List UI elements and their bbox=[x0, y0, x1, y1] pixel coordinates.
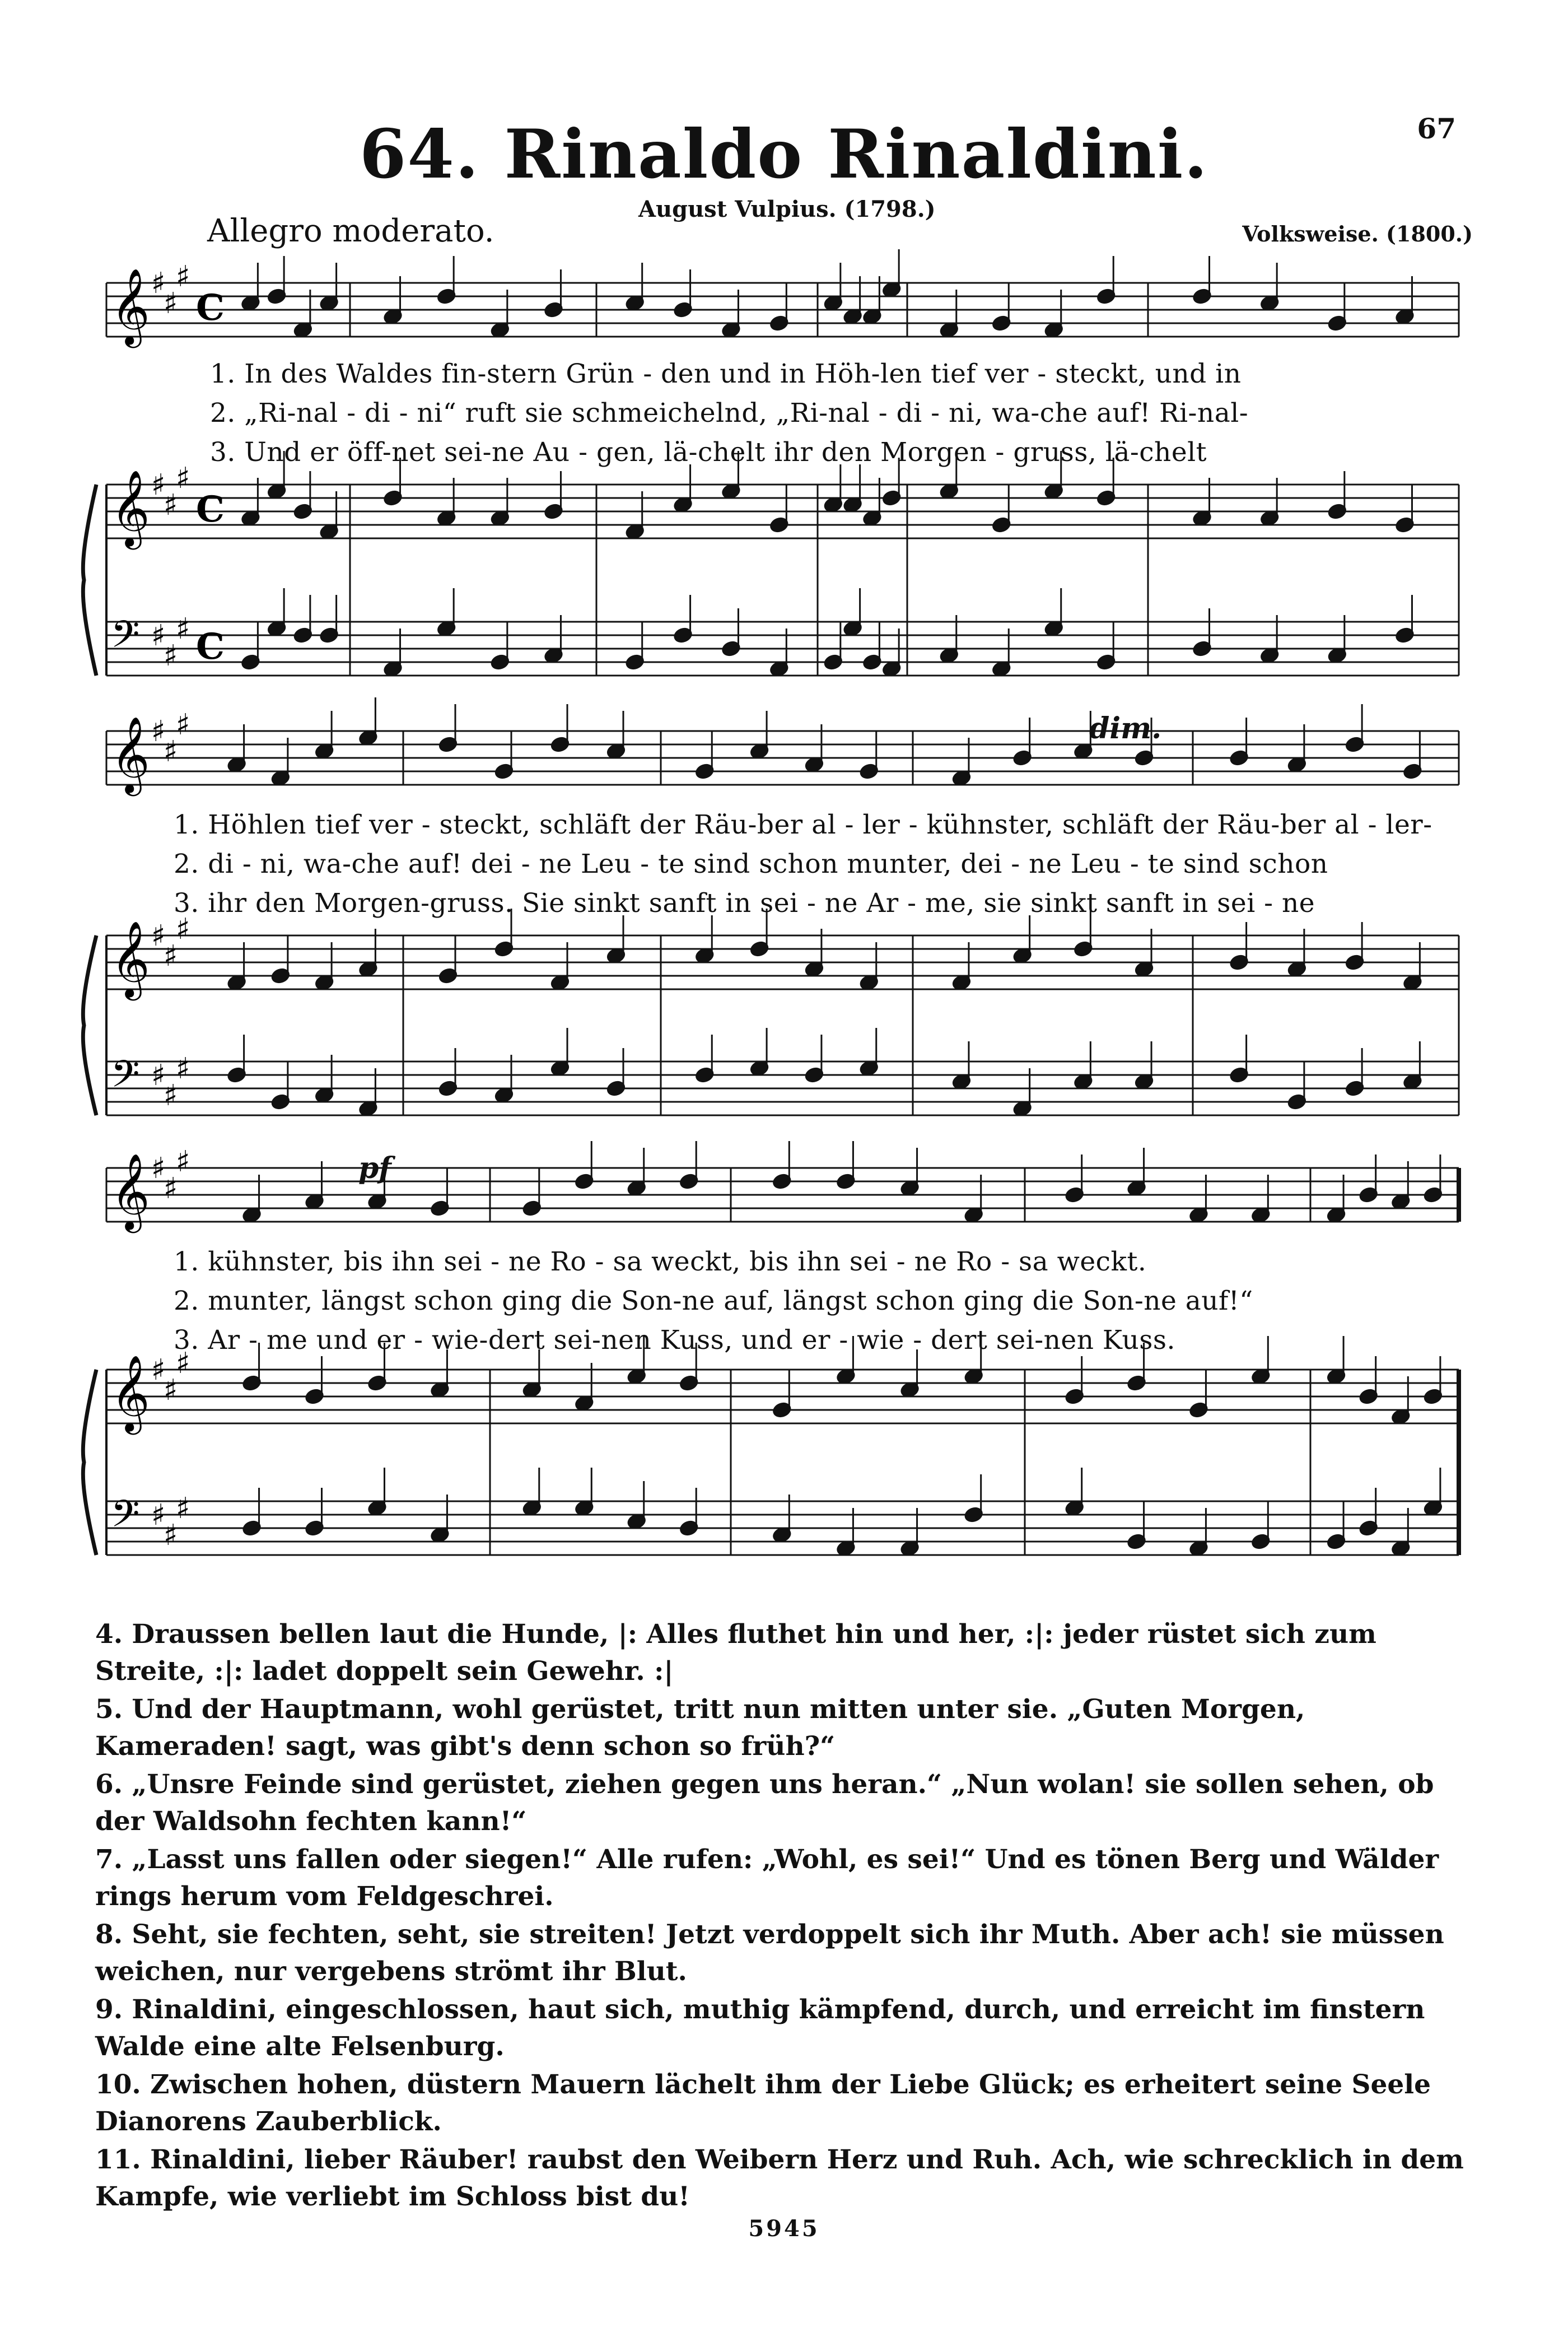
lyric-line: 3. Ar - me und er - wie-dert sei-nen Kuss, und er - wie - dert sei-nen Kuss. bbox=[174, 1325, 1175, 1356]
sharp-icon: ♯ bbox=[164, 287, 178, 320]
bass-clef-icon: 𝄢 bbox=[111, 1492, 140, 1544]
lyric-line: 1. In des Waldes fin-stern Grün - den und in Höh-len tief ver - steckt, und in bbox=[210, 359, 1242, 389]
sharp-icon: ♯ bbox=[176, 1492, 190, 1525]
treble-clef-icon: 𝄞 bbox=[111, 267, 150, 345]
treble-clef-icon: 𝄞 bbox=[111, 920, 150, 997]
verse: 9. Rinaldini, eingeschlossen, haut sich, muthig kämpfend, durch, und erreicht im finstern Walde eine alte Felsenburg. bbox=[95, 1994, 1425, 2062]
lyric-line: 2. di - ni, wa-che auf! dei - ne Leu - te sind schon munter, dei - ne Leu - te sind schon bbox=[174, 849, 1328, 879]
sharp-icon: ♯ bbox=[176, 1145, 190, 1179]
sharp-icon: ♯ bbox=[151, 468, 166, 502]
sharp-icon: ♯ bbox=[151, 1059, 166, 1092]
sharp-icon: ♯ bbox=[164, 1374, 178, 1407]
common-time-icon: C bbox=[196, 488, 225, 530]
bass-clef-icon: 𝄢 bbox=[111, 1053, 140, 1105]
sharp-icon: ♯ bbox=[176, 708, 190, 742]
sharp-icon: ♯ bbox=[151, 1152, 166, 1185]
poet-credit: August Vulpius. (1798.) bbox=[638, 196, 936, 222]
common-time-icon: C bbox=[196, 626, 225, 668]
brace bbox=[83, 935, 96, 1115]
sharp-icon: ♯ bbox=[151, 919, 166, 953]
page-number: 67 bbox=[1417, 112, 1456, 145]
brace bbox=[83, 485, 96, 676]
verse: 6. „Unsre Feinde sind gerüstet, ziehen gegen uns heran.“ „Nun wolan! sie sollen sehen, ob der Waldsohn fechten kann!“ bbox=[95, 1769, 1434, 1837]
treble-clef-icon: 𝄞 bbox=[111, 715, 150, 793]
sharp-icon: ♯ bbox=[151, 267, 166, 300]
treble-clef-icon: 𝄞 bbox=[111, 1152, 150, 1230]
sharp-icon: ♯ bbox=[151, 619, 166, 653]
sharp-icon: ♯ bbox=[164, 939, 178, 973]
sharp-icon: ♯ bbox=[164, 1172, 178, 1205]
lyric-line: 2. „Ri-nal - di - ni“ ruft sie schmeichelnd, „Ri-nal - di - ni, wa-che auf! Ri-nal- bbox=[210, 398, 1249, 429]
common-time-icon: C bbox=[196, 287, 225, 329]
sharp-icon: ♯ bbox=[164, 735, 178, 769]
dynamic-dim: dim. bbox=[1089, 711, 1162, 746]
bass-clef-icon: 𝄢 bbox=[111, 613, 140, 665]
sharp-icon: ♯ bbox=[164, 488, 178, 522]
sharp-icon: ♯ bbox=[176, 612, 190, 646]
sharp-icon: ♯ bbox=[151, 715, 166, 748]
verse: 8. Seht, sie fechten, seht, sie streiten! Jetzt verdoppelt sich ihr Muth. Aber ach! sie müssen weichen, nur vergebens strömt ihr Blut. bbox=[95, 1919, 1444, 1987]
verse: 11. Rinaldini, lieber Räuber! raubst den Weibern Herz und Ruh. Ach, wie schrecklich in dem Kampfe, wie verliebt im Schloss bist du! bbox=[95, 2144, 1464, 2212]
sharp-icon: ♯ bbox=[176, 1052, 190, 1086]
verse: 7. „Lasst uns fallen oder siegen!“ Alle rufen: „Wohl, es sei!“ Und es tönen Berg und Wälder rings herum vom Feldgeschrei. bbox=[95, 1844, 1439, 1912]
additional-verses bbox=[95, 1616, 1484, 2217]
plate-number: 5945 bbox=[748, 2215, 820, 2242]
lyric-line: 3. ihr den Morgen-gruss. Sie sinkt sanft in sei - ne Ar - me, sie sinkt sanft in sei - ne bbox=[174, 888, 1315, 919]
sharp-icon: ♯ bbox=[151, 1498, 166, 1532]
brace bbox=[83, 1370, 96, 1555]
sharp-icon: ♯ bbox=[151, 1353, 166, 1387]
sharp-icon: ♯ bbox=[176, 1347, 190, 1380]
dynamic-pf: pf bbox=[358, 1151, 391, 1185]
lyric-line: 2. munter, längst schon ging die Son-ne auf, längst schon ging die Son-ne auf!“ bbox=[174, 1286, 1253, 1316]
sharp-icon: ♯ bbox=[176, 913, 190, 946]
lyric-line: 1. Höhlen tief ver - steckt, schläft der Räu-ber al - ler - kühnster, schläft der Räu-ber al - ler- bbox=[174, 809, 1432, 840]
verse: 4. Draussen bellen laut die Hunde, |: Alles fluthet hin und her, :|: jeder rüstet sich zum Streite, :|: ladet doppelt sein Gewehr. :| bbox=[95, 1619, 1376, 1687]
melody-origin: Volksweise. (1800.) bbox=[1242, 221, 1473, 246]
tempo-marking: Allegro moderato. bbox=[207, 213, 494, 249]
sharp-icon: ♯ bbox=[176, 462, 190, 495]
song-title: 64. Rinaldo Rinaldini. bbox=[359, 115, 1209, 194]
verse: 5. Und der Hauptmann, wohl gerüstet, tritt nun mitten unter sie. „Guten Morgen, Kameraden! sagt, was gibt's denn schon so früh?“ bbox=[95, 1694, 1305, 1762]
lyric-line: 3. Und er öff-net sei-ne Au - gen, lä-chelt ihr den Morgen - gruss, lä-chelt bbox=[210, 437, 1207, 468]
sharp-icon: ♯ bbox=[164, 1519, 178, 1552]
verse: 10. Zwischen hohen, düstern Mauern lächelt ihm der Liebe Glück; es erheitert seine Seele Dianorens Zauberblick. bbox=[95, 2069, 1431, 2137]
treble-clef-icon: 𝄞 bbox=[111, 469, 150, 546]
lyric-line: 1. kühnster, bis ihn sei - ne Ro - sa weckt, bis ihn sei - ne Ro - sa weckt. bbox=[174, 1246, 1147, 1277]
treble-clef-icon: 𝄞 bbox=[111, 1354, 150, 1431]
sharp-icon: ♯ bbox=[164, 639, 178, 673]
sharp-icon: ♯ bbox=[164, 1079, 178, 1112]
sharp-icon: ♯ bbox=[176, 260, 190, 294]
